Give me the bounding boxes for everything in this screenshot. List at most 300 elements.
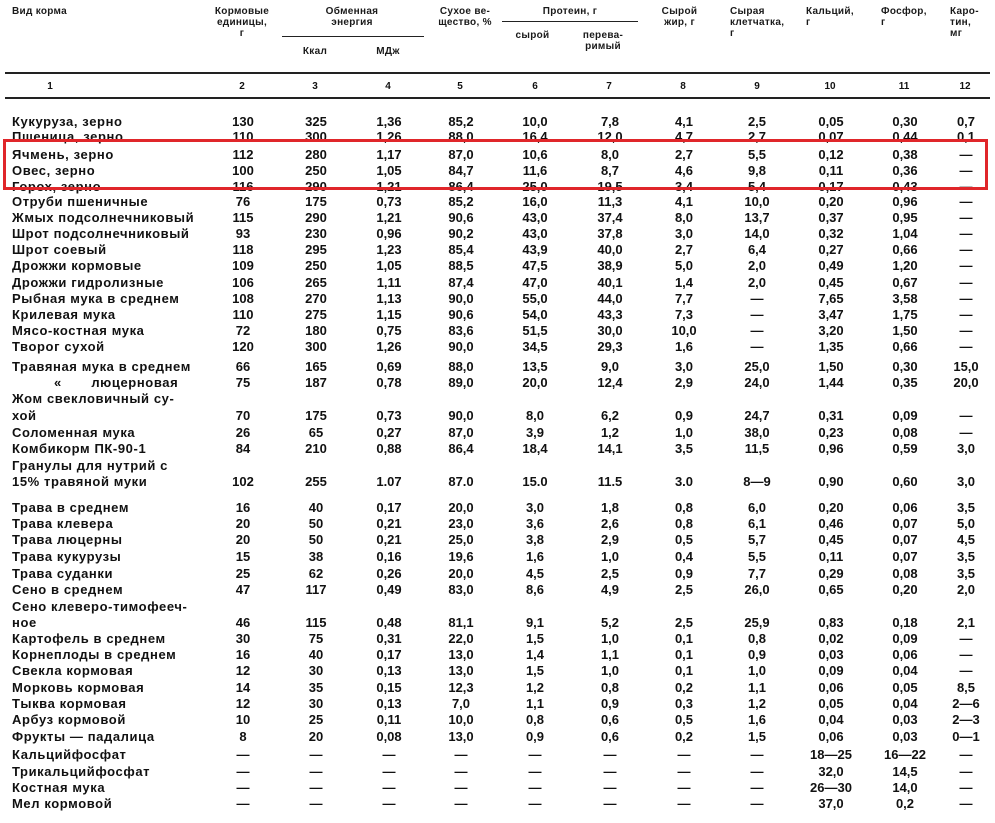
- value-cell: 0,96: [818, 441, 844, 456]
- feed-name: Творог сухой: [12, 339, 105, 354]
- value-cell: 12,4: [597, 375, 623, 390]
- feed-name: Кальцийфосфат: [12, 747, 127, 762]
- value-cell: 7,0: [451, 696, 471, 711]
- value-cell: 1,05: [376, 258, 402, 273]
- value-cell: 2,7: [747, 129, 767, 144]
- value-cell: 0,04: [892, 663, 918, 678]
- value-cell: —: [959, 796, 973, 811]
- value-cell: 295: [305, 242, 327, 257]
- header-crude-fiber: Сырая клетчатка, г: [730, 6, 785, 39]
- value-cell: 0,23: [818, 425, 844, 440]
- value-cell: 0,32: [818, 226, 844, 241]
- value-cell: 1,1: [525, 696, 545, 711]
- value-cell: 15: [235, 549, 251, 564]
- value-cell: 18,4: [522, 441, 548, 456]
- value-cell: 8,0: [600, 147, 620, 162]
- value-cell: —: [750, 780, 764, 795]
- value-cell: 47,5: [522, 258, 548, 273]
- value-cell: 15,0: [953, 359, 979, 374]
- feed-name: Жом свекловичный су-: [12, 391, 175, 406]
- value-cell: 50: [308, 516, 324, 531]
- value-cell: 3,8: [525, 532, 545, 547]
- value-cell: —: [236, 780, 250, 795]
- value-cell: —: [750, 796, 764, 811]
- feed-name: Отруби пшеничные: [12, 194, 149, 209]
- value-cell: 11,5: [744, 441, 770, 456]
- feed-name: ное: [12, 615, 37, 630]
- value-cell: 1,13: [376, 291, 402, 306]
- value-cell: 250: [305, 163, 327, 178]
- value-cell: 1,21: [376, 210, 402, 225]
- value-cell: 0,35: [892, 375, 918, 390]
- value-cell: 22,0: [448, 631, 474, 646]
- table-row: [0, 340, 995, 355]
- feed-name: Трикальцийфосфат: [12, 764, 151, 779]
- value-cell: 85,2: [448, 114, 474, 129]
- value-cell: 1,5: [525, 663, 545, 678]
- value-cell: 0,13: [376, 696, 402, 711]
- value-cell: 38,9: [597, 258, 623, 273]
- value-cell: 19,5: [597, 179, 623, 194]
- value-cell: 0,26: [376, 566, 402, 581]
- feed-name: Картофель в среднем: [12, 631, 166, 646]
- col-number-4: 4: [385, 81, 391, 92]
- value-cell: 4,5: [525, 566, 545, 581]
- value-cell: 3,0: [956, 474, 976, 489]
- value-cell: 2,0: [747, 258, 767, 273]
- value-cell: 0,1: [674, 663, 694, 678]
- value-cell: 30: [235, 631, 251, 646]
- feed-name: Арбуз кормовой: [12, 712, 126, 727]
- value-cell: 5,5: [747, 549, 767, 564]
- value-cell: —: [750, 339, 764, 354]
- value-cell: 1,50: [818, 359, 844, 374]
- value-cell: 20: [235, 516, 251, 531]
- value-cell: 16: [235, 647, 251, 662]
- header-protein: Протеин, г: [542, 6, 598, 17]
- value-cell: 0,09: [892, 631, 918, 646]
- value-cell: 85,4: [448, 242, 474, 257]
- value-cell: 0,43: [892, 179, 918, 194]
- table-row: [0, 292, 995, 307]
- value-cell: 0,29: [818, 566, 844, 581]
- value-cell: 25,9: [744, 615, 770, 630]
- value-cell: 130: [232, 114, 254, 129]
- value-cell: 66: [235, 359, 251, 374]
- value-cell: 0,06: [892, 647, 918, 662]
- value-cell: 14,0: [892, 780, 918, 795]
- table-row: [0, 211, 995, 226]
- value-cell: 4,6: [674, 163, 694, 178]
- table-row: [0, 648, 995, 663]
- value-cell: 7,7: [674, 291, 694, 306]
- value-cell: 19,6: [448, 549, 474, 564]
- value-cell: —: [959, 275, 973, 290]
- col-number-7: 7: [606, 81, 612, 92]
- value-cell: —: [959, 408, 973, 423]
- value-cell: 25,0: [522, 179, 548, 194]
- value-cell: 1,0: [600, 663, 620, 678]
- header-exchange-energy: Обменная энергия: [325, 6, 379, 28]
- value-cell: 51,5: [522, 323, 548, 338]
- value-cell: 0,3: [674, 696, 694, 711]
- table-row: [0, 713, 995, 728]
- value-cell: 90,6: [448, 210, 474, 225]
- value-cell: —: [603, 764, 617, 779]
- feed-name: Дрожжи гидролизные: [12, 275, 164, 290]
- value-cell: 1,11: [376, 275, 402, 290]
- value-cell: 2,9: [674, 375, 694, 390]
- value-cell: 2,5: [674, 582, 694, 597]
- value-cell: 43,0: [522, 210, 548, 225]
- value-cell: 0,09: [818, 663, 844, 678]
- value-cell: 250: [305, 258, 327, 273]
- feed-name: Дрожжи кормовые: [12, 258, 142, 273]
- value-cell: 0,8: [674, 500, 694, 515]
- value-cell: 4,9: [600, 582, 620, 597]
- value-cell: 118: [232, 242, 254, 257]
- value-cell: 0,05: [818, 696, 844, 711]
- value-cell: 0,65: [818, 582, 844, 597]
- table-row: [0, 748, 995, 763]
- value-cell: 10,0: [448, 712, 474, 727]
- col-number-2: 2: [239, 81, 245, 92]
- header-carotene: Каро- тин, мг: [950, 6, 979, 39]
- value-cell: —: [959, 210, 973, 225]
- feed-name: Овес, зерно: [12, 163, 96, 178]
- col-number-8: 8: [680, 81, 686, 92]
- value-cell: 25,0: [448, 532, 474, 547]
- value-cell: 3.0: [674, 474, 694, 489]
- value-cell: 1,1: [600, 647, 620, 662]
- table-row: [0, 276, 995, 291]
- value-cell: 0,1: [956, 129, 976, 144]
- value-cell: 15.0: [522, 474, 548, 489]
- value-cell: —: [959, 780, 973, 795]
- value-cell: 13,0: [448, 729, 474, 744]
- value-cell: 93: [235, 226, 251, 241]
- value-cell: 0,49: [376, 582, 402, 597]
- value-cell: 1,8: [600, 500, 620, 515]
- value-cell: 20,0: [953, 375, 979, 390]
- value-cell: 5,4: [747, 179, 767, 194]
- table-row: [0, 616, 995, 631]
- value-cell: 0,09: [892, 408, 918, 423]
- value-cell: —: [528, 764, 542, 779]
- value-cell: —: [454, 780, 468, 795]
- value-cell: 175: [305, 408, 327, 423]
- value-cell: 6,0: [747, 500, 767, 515]
- value-cell: 3,5: [956, 500, 976, 515]
- value-cell: 0,17: [376, 647, 402, 662]
- value-cell: 0,07: [892, 516, 918, 531]
- value-cell: —: [959, 163, 973, 178]
- table-row: [0, 567, 995, 582]
- value-cell: 0,11: [818, 549, 844, 564]
- value-cell: 2,0: [956, 582, 976, 597]
- header-crude-fat: Сырой жир, г: [661, 6, 698, 28]
- value-cell: 290: [305, 179, 327, 194]
- value-cell: 8—9: [743, 474, 771, 489]
- feed-name: Трава кукурузы: [12, 549, 122, 564]
- value-cell: 1,04: [892, 226, 918, 241]
- value-cell: 32,0: [818, 764, 844, 779]
- table-row: [0, 697, 995, 712]
- value-cell: 16: [235, 500, 251, 515]
- value-cell: 0,05: [818, 114, 844, 129]
- value-cell: 0,67: [892, 275, 918, 290]
- value-cell: 0,04: [892, 696, 918, 711]
- value-cell: 88,5: [448, 258, 474, 273]
- value-cell: 0,69: [376, 359, 402, 374]
- value-cell: 18—25: [810, 747, 852, 762]
- value-cell: 13,5: [522, 359, 548, 374]
- table-row: [0, 475, 995, 490]
- table-row: [0, 550, 995, 565]
- value-cell: 0,9: [600, 696, 620, 711]
- value-cell: —: [309, 796, 323, 811]
- value-cell: 7,8: [600, 114, 620, 129]
- value-cell: 2,5: [600, 566, 620, 581]
- value-cell: 0,11: [818, 163, 844, 178]
- value-cell: 29,3: [597, 339, 623, 354]
- header-mj: МДж: [376, 46, 400, 57]
- value-cell: 75: [308, 631, 324, 646]
- value-cell: 0,78: [376, 375, 402, 390]
- value-cell: 2,1: [956, 615, 976, 630]
- value-cell: —: [959, 323, 973, 338]
- value-cell: 12: [235, 696, 251, 711]
- feed-name: Морковь кормовая: [12, 680, 145, 695]
- value-cell: —: [603, 780, 617, 795]
- header-feed-name: Вид корма: [12, 6, 67, 17]
- table-row: [0, 376, 995, 391]
- value-cell: 3,4: [674, 179, 694, 194]
- value-cell: 1,1: [747, 680, 767, 695]
- value-cell: 0,75: [376, 323, 402, 338]
- value-cell: 12: [235, 663, 251, 678]
- value-cell: 16—22: [884, 747, 926, 762]
- value-cell: —: [603, 796, 617, 811]
- feed-name: Костная мука: [12, 780, 106, 795]
- value-cell: —: [454, 747, 468, 762]
- table-row: [0, 115, 995, 130]
- value-cell: 0,30: [892, 359, 918, 374]
- value-cell: —: [603, 747, 617, 762]
- value-cell: 8: [239, 729, 247, 744]
- value-cell: 0,06: [892, 500, 918, 515]
- value-cell: 70: [235, 408, 251, 423]
- value-cell: —: [382, 780, 396, 795]
- value-cell: 1,20: [892, 258, 918, 273]
- value-cell: —: [959, 194, 973, 209]
- value-cell: 8,0: [674, 210, 694, 225]
- value-cell: 90,0: [448, 408, 474, 423]
- value-cell: 0,03: [892, 729, 918, 744]
- value-cell: 40: [308, 647, 324, 662]
- value-cell: 1,6: [674, 339, 694, 354]
- value-cell: 265: [305, 275, 327, 290]
- value-cell: 1,0: [600, 549, 620, 564]
- value-cell: 0,11: [376, 712, 402, 727]
- value-cell: 14,0: [744, 226, 770, 241]
- value-cell: 1.07: [376, 474, 402, 489]
- value-cell: 26: [235, 425, 251, 440]
- value-cell: 1,2: [600, 425, 620, 440]
- table-row: [0, 681, 995, 696]
- value-cell: 2—3: [952, 712, 980, 727]
- feed-name: Тыква кормовая: [12, 696, 127, 711]
- value-cell: 0,2: [895, 796, 915, 811]
- value-cell: 3,0: [956, 441, 976, 456]
- value-cell: 10: [235, 712, 251, 727]
- value-cell: 0,37: [818, 210, 844, 225]
- value-cell: 1,4: [674, 275, 694, 290]
- header-calcium: Кальций, г: [806, 6, 854, 28]
- col-number-11: 11: [898, 81, 910, 92]
- value-cell: 3,58: [892, 291, 918, 306]
- value-cell: 0,44: [892, 129, 918, 144]
- value-cell: 34,5: [522, 339, 548, 354]
- feed-name: 15% травяной муки: [12, 474, 148, 489]
- value-cell: 2,5: [747, 114, 767, 129]
- value-cell: 3,9: [525, 425, 545, 440]
- value-cell: 0,46: [818, 516, 844, 531]
- value-cell: 0,49: [818, 258, 844, 273]
- value-cell: 81,1: [448, 615, 474, 630]
- feed-name: Корнеплоды в среднем: [12, 647, 177, 662]
- value-cell: 44,0: [597, 291, 623, 306]
- value-cell: —: [959, 291, 973, 306]
- value-cell: —: [959, 663, 973, 678]
- value-cell: 120: [232, 339, 254, 354]
- feed-name: Жмых подсолнечниковый: [12, 210, 195, 225]
- value-cell: 76: [235, 194, 251, 209]
- value-cell: 1,21: [376, 179, 402, 194]
- value-cell: 40,0: [597, 242, 623, 257]
- value-cell: 8,0: [525, 408, 545, 423]
- table-row: [0, 501, 995, 516]
- value-cell: 112: [232, 147, 254, 162]
- value-cell: 30: [308, 663, 324, 678]
- value-cell: 0,20: [818, 500, 844, 515]
- value-cell: 280: [305, 147, 327, 162]
- value-cell: 65: [308, 425, 324, 440]
- value-cell: 0,66: [892, 339, 918, 354]
- value-cell: —: [959, 147, 973, 162]
- value-cell: 0,9: [525, 729, 545, 744]
- value-cell: 1,4: [525, 647, 545, 662]
- value-cell: 20,0: [448, 500, 474, 515]
- value-cell: 2—6: [952, 696, 980, 711]
- value-cell: 13,0: [448, 663, 474, 678]
- table-row: [0, 600, 995, 615]
- value-cell: 90,0: [448, 339, 474, 354]
- value-cell: 0,8: [674, 516, 694, 531]
- value-cell: —: [382, 796, 396, 811]
- feed-name: Трава клевера: [12, 516, 114, 531]
- value-cell: 0,6: [600, 712, 620, 727]
- value-cell: 3,0: [525, 500, 545, 515]
- value-cell: —: [677, 764, 691, 779]
- col-number-12: 12: [959, 81, 971, 92]
- value-cell: 89,0: [448, 375, 474, 390]
- value-cell: 87,4: [448, 275, 474, 290]
- table-row: [0, 517, 995, 532]
- feed-name: Свекла кормовая: [12, 663, 134, 678]
- value-cell: 1,50: [892, 323, 918, 338]
- header-dry-matter: Сухое ве- щество, %: [438, 6, 492, 28]
- value-cell: 25: [308, 712, 324, 727]
- value-cell: 62: [308, 566, 324, 581]
- value-cell: —: [236, 796, 250, 811]
- value-cell: —: [677, 747, 691, 762]
- table-row: [0, 324, 995, 339]
- value-cell: 8,5: [956, 680, 976, 695]
- value-cell: 0,07: [892, 549, 918, 564]
- value-cell: 0,20: [892, 582, 918, 597]
- value-cell: 187: [305, 375, 327, 390]
- value-cell: 0,5: [674, 712, 694, 727]
- value-cell: 275: [305, 307, 327, 322]
- table-row: [0, 243, 995, 258]
- table-row: [0, 409, 995, 424]
- value-cell: 110: [232, 307, 254, 322]
- value-cell: 0,03: [818, 647, 844, 662]
- feed-name: Гранулы для нутрий с: [12, 458, 169, 473]
- value-cell: 25,0: [744, 359, 770, 374]
- value-cell: 1,5: [747, 729, 767, 744]
- value-cell: 0,03: [892, 712, 918, 727]
- value-cell: —: [750, 307, 764, 322]
- value-cell: 0,2: [674, 729, 694, 744]
- value-cell: 115: [305, 615, 327, 630]
- value-cell: 54,0: [522, 307, 548, 322]
- value-cell: 4,7: [674, 129, 694, 144]
- feed-name: Мел кормовой: [12, 796, 113, 811]
- value-cell: 0,31: [818, 408, 844, 423]
- table-row: [0, 797, 995, 812]
- col-number-1: 1: [47, 81, 53, 92]
- value-cell: 5,2: [600, 615, 620, 630]
- value-cell: 43,3: [597, 307, 623, 322]
- value-cell: —: [309, 764, 323, 779]
- value-cell: 26—30: [810, 780, 852, 795]
- value-cell: 37,4: [597, 210, 623, 225]
- value-cell: 7,7: [747, 566, 767, 581]
- value-cell: 0,08: [892, 566, 918, 581]
- value-cell: 0,15: [376, 680, 402, 695]
- value-cell: 87.0: [448, 474, 474, 489]
- value-cell: —: [382, 747, 396, 762]
- value-cell: 0,4: [674, 549, 694, 564]
- value-cell: 12,3: [448, 680, 474, 695]
- value-cell: 0,96: [376, 226, 402, 241]
- table-row: [0, 730, 995, 745]
- value-cell: 13,7: [744, 210, 770, 225]
- value-cell: —: [528, 796, 542, 811]
- feed-name: « люцерновая: [54, 375, 179, 390]
- feed-name: Фрукты — падалица: [12, 729, 155, 744]
- value-cell: 110: [232, 129, 254, 144]
- table-row: [0, 308, 995, 323]
- header-phosphorus: Фосфор, г: [881, 6, 927, 28]
- value-cell: 87,0: [448, 425, 474, 440]
- value-cell: 83,0: [448, 582, 474, 597]
- value-cell: —: [959, 226, 973, 241]
- value-cell: 87,0: [448, 147, 474, 162]
- value-cell: 90,0: [448, 291, 474, 306]
